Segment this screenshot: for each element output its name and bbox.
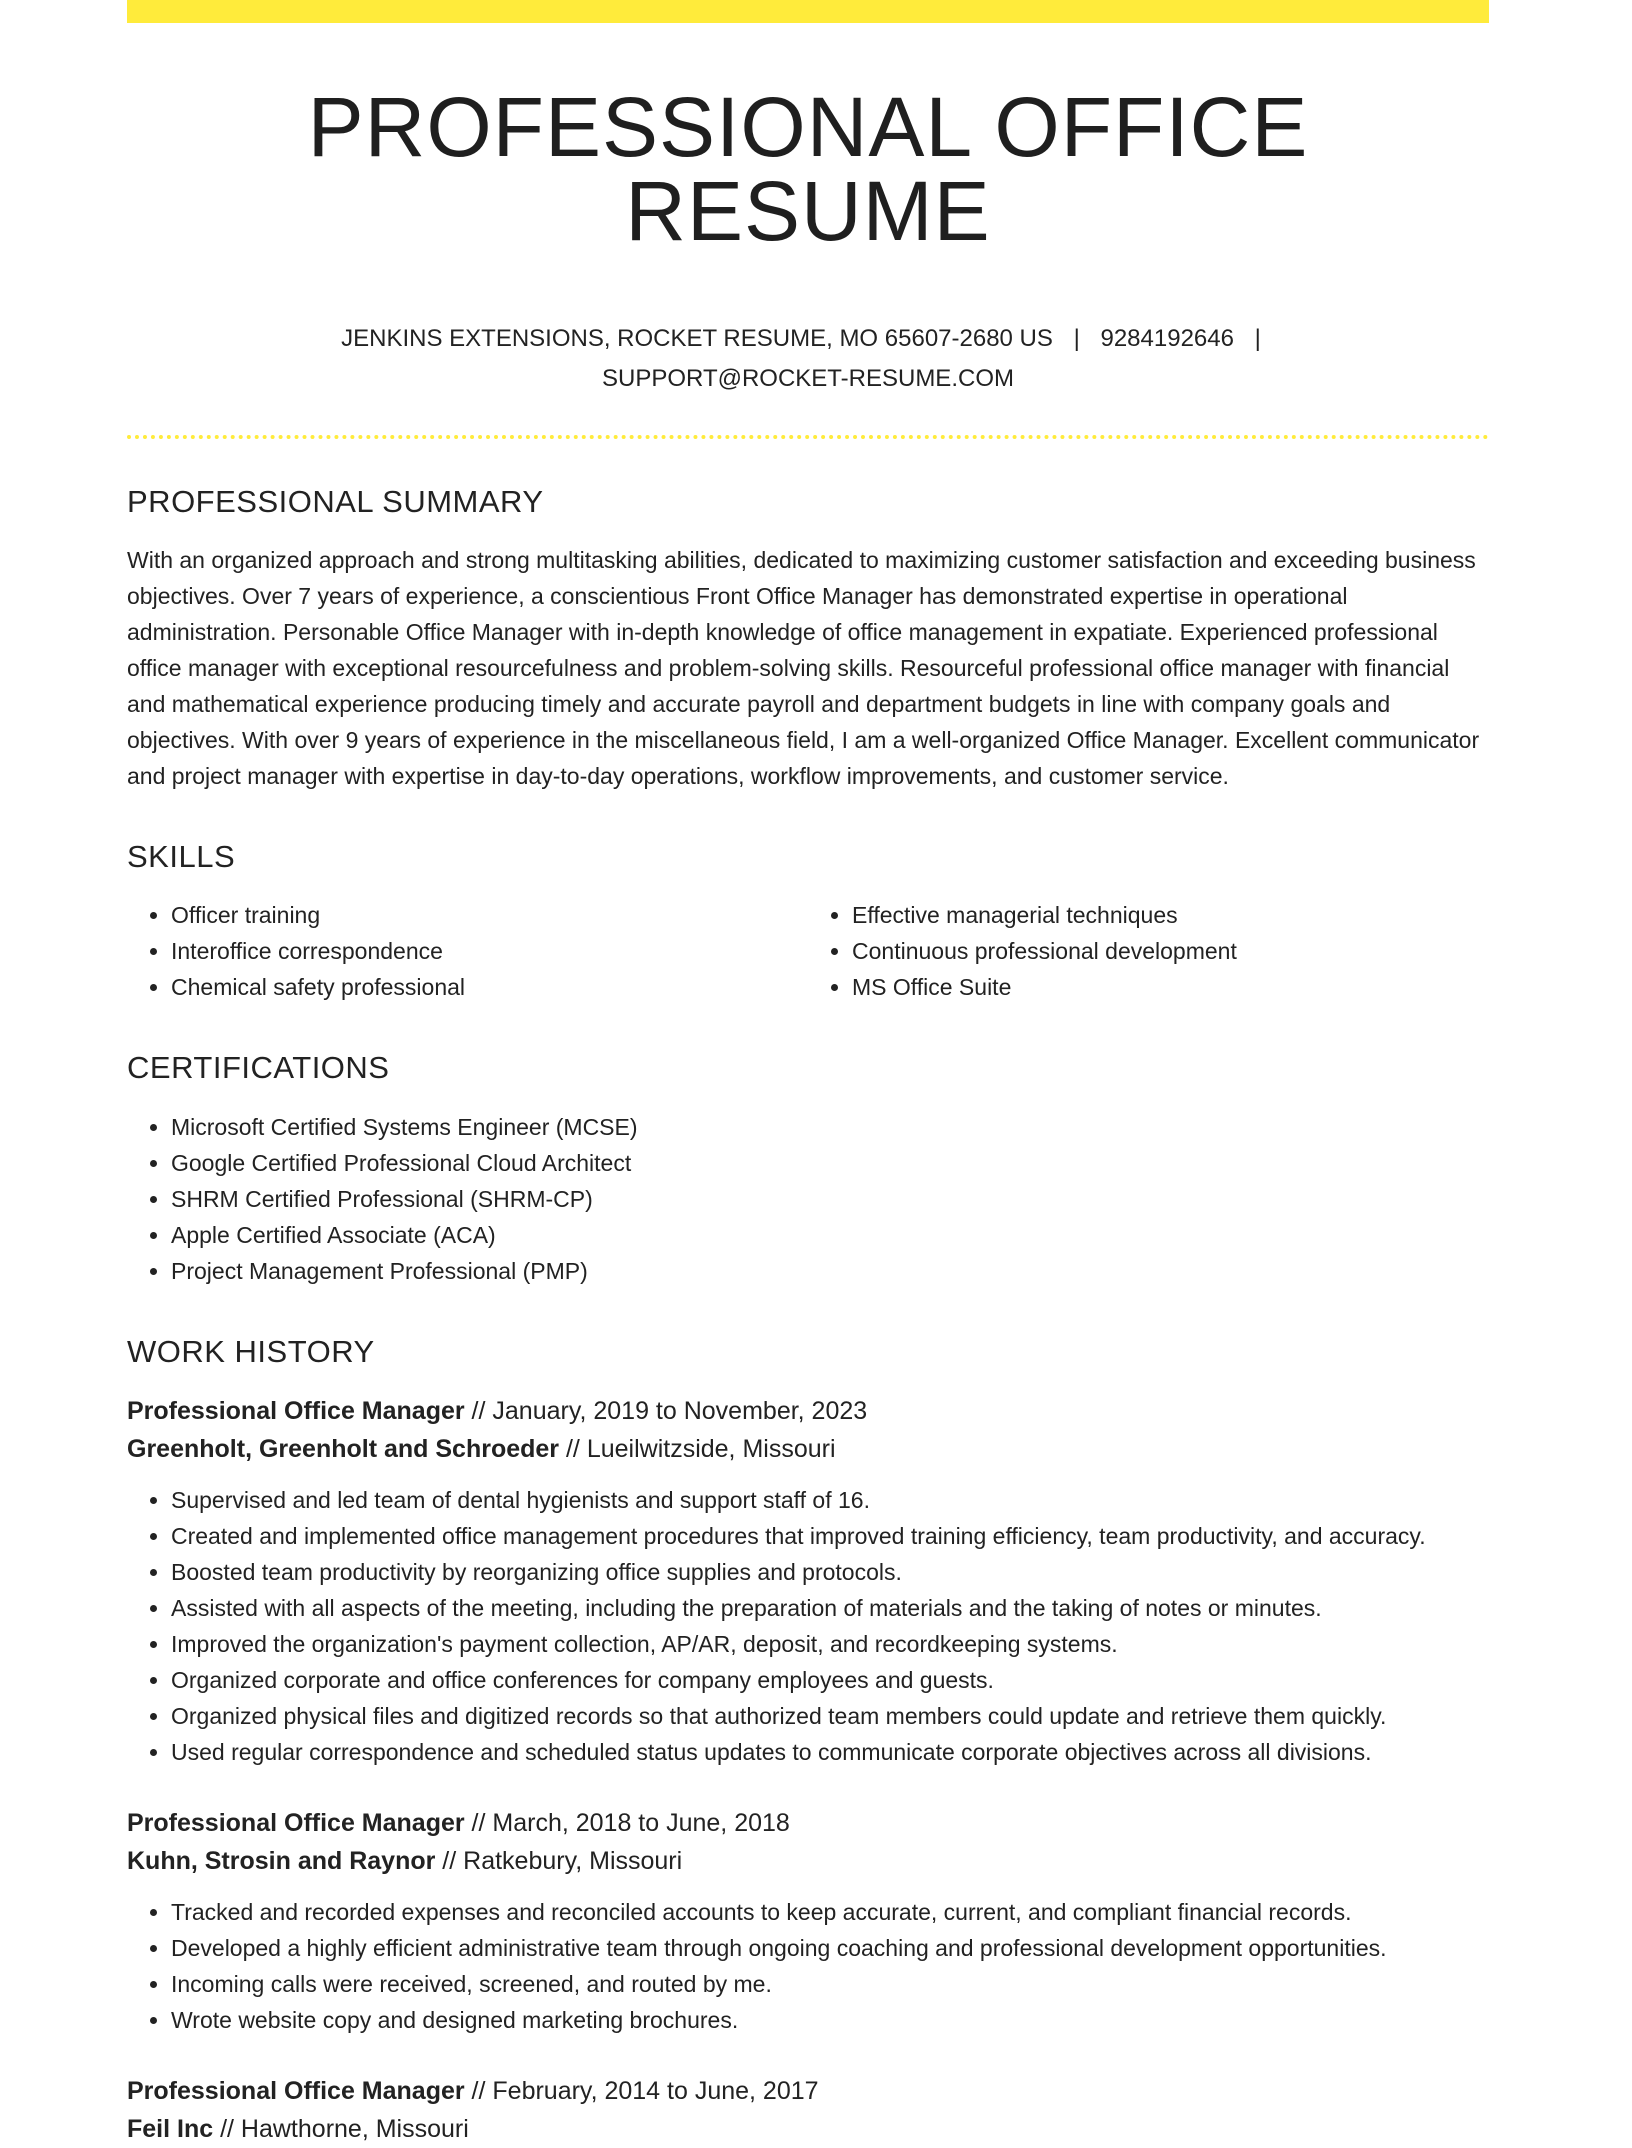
job-duty-item: • Used regular correspondence and scheduled status updates to communicate corporate objectives across all divisions. (171, 1734, 1489, 1770)
job-dates: // February, 2014 to June, 2017 (464, 2076, 819, 2105)
job-duty-item: • Developed a highly efficient administrative team through ongoing coaching and professional development opportunities. (171, 1930, 1489, 1966)
job-title-line (127, 2072, 1489, 2110)
skills-column-left (127, 897, 808, 1005)
skill-item: • Officer training (171, 897, 808, 933)
job-title: Professional Office Manager (127, 2076, 465, 2105)
job-location: // Hawthorne, Missouri (213, 2114, 469, 2143)
job-company: Feil Inc (127, 2114, 214, 2143)
certification-item: • Microsoft Certified Systems Engineer (MCSE) (171, 1109, 1489, 1145)
certification-item: • Google Certified Professional Cloud Architect (171, 1145, 1489, 1181)
job-entry (127, 1392, 1489, 1770)
job-duties (127, 1482, 1489, 1770)
skill-item: • Continuous professional development (852, 933, 1489, 969)
job-company-line (127, 2110, 1489, 2148)
contact-separator: | (1254, 325, 1261, 352)
job-company-line (127, 1842, 1489, 1880)
job-duty-item: • Assisted with all aspects of the meeting, including the preparation of materials and the taking of notes or minutes. (171, 1590, 1489, 1626)
accent-top-bar (127, 0, 1489, 23)
job-duty-item: • Wrote website copy and designed marketing brochures. (171, 2002, 1489, 2038)
contact-separator: | (1073, 325, 1080, 352)
certification-item: • Apple Certified Associate (ACA) (171, 1217, 1489, 1253)
job-entry (127, 1804, 1489, 2038)
job-dates: // January, 2019 to November, 2023 (464, 1396, 868, 1425)
resume-page (127, 0, 1489, 2148)
skill-item: • Effective managerial techniques (852, 897, 1489, 933)
contact-line-2 (127, 359, 1489, 399)
job-duty-item: • Supervised and led team of dental hygienists and support staff of 16. (171, 1482, 1489, 1518)
job-company: Kuhn, Strosin and Raynor (127, 1846, 436, 1875)
certification-item: • SHRM Certified Professional (SHRM-CP) (171, 1181, 1489, 1217)
job-title-line (127, 1392, 1489, 1430)
skills-column-right (808, 897, 1489, 1005)
job-duties (127, 1894, 1489, 2038)
job-title: Professional Office Manager (127, 1396, 465, 1425)
job-duty-item: • Incoming calls were received, screened, and routed by me. (171, 1966, 1489, 2002)
skill-item: • Interoffice correspondence (171, 933, 808, 969)
job-location: // Ratkebury, Missouri (435, 1846, 683, 1875)
job-duty-item: • Tracked and recorded expenses and reconciled accounts to keep accurate, current, and compliant financial records. (171, 1894, 1489, 1930)
job-duty-item: • Improved the organization's payment collection, AP/AR, deposit, and recordkeeping systems. (171, 1626, 1489, 1662)
resume-title: PROFESSIONAL OFFICE RESUME (307, 80, 1309, 258)
header-divider (127, 435, 1489, 439)
certifications-list (127, 1109, 1489, 1289)
skill-item: • Chemical safety professional (171, 969, 808, 1005)
work-history-heading: WORK HISTORY (127, 1333, 375, 1369)
summary-heading: PROFESSIONAL SUMMARY (127, 484, 544, 519)
contact-info (127, 319, 1489, 399)
job-title-line (127, 1804, 1489, 1842)
job-duty-item: • Organized physical files and digitized records so that authorized team members could update and retrieve them quickly. (171, 1698, 1489, 1734)
contact-line-1 (127, 319, 1489, 359)
skill-item: • MS Office Suite (852, 969, 1489, 1005)
skills-list (127, 897, 1489, 1005)
job-location: // Lueilwitzside, Missouri (559, 1434, 836, 1463)
job-company-line (127, 1430, 1489, 1468)
job-duty-item: • Boosted team productivity by reorganizing office supplies and protocols. (171, 1554, 1489, 1590)
skills-heading: SKILLS (127, 839, 236, 875)
certifications-heading: CERTIFICATIONS (127, 1050, 390, 1086)
job-duty-item: • Created and implemented office management procedures that improved training efficiency, team productivity, and accuracy. (171, 1518, 1489, 1554)
job-entry (127, 2072, 1489, 2148)
certification-item: • Project Management Professional (PMP) (171, 1253, 1489, 1289)
contact-address: JENKINS EXTENSIONS, ROCKET RESUME, MO 65607-2680 US (341, 325, 1053, 352)
contact-email: SUPPORT@ROCKET-RESUME.COM (602, 365, 1014, 392)
job-duty-item: • Organized corporate and office conferences for company employees and guests. (171, 1662, 1489, 1698)
contact-phone: 9284192646 (1100, 325, 1234, 352)
job-dates: // March, 2018 to June, 2018 (464, 1808, 790, 1837)
job-title: Professional Office Manager (127, 1808, 465, 1837)
job-company: Greenholt, Greenholt and Schroeder (127, 1434, 560, 1463)
summary-text: With an organized approach and strong multitasking abilities, dedicated to maximizing customer satisfaction and exceeding business objectives. Over 7 years of experience, a conscientious Front Office Manager has demonstrated expertise in operational administration. Personable Office Manager with in-depth knowledge of office management in expatiate. Experienced professional office manager with exceptional resourcefulness and problem-solving skills. Resourceful professional office manager with financial and mathematical experience producing timely and accurate payroll and department budgets in line with company goals and objectives. With over 9 years of experience in the miscellaneous field, I am a well-organized Office Manager. Excellent communicator and project manager with expertise in day-to-day operations, workflow improvements, and customer service. (127, 547, 1480, 790)
